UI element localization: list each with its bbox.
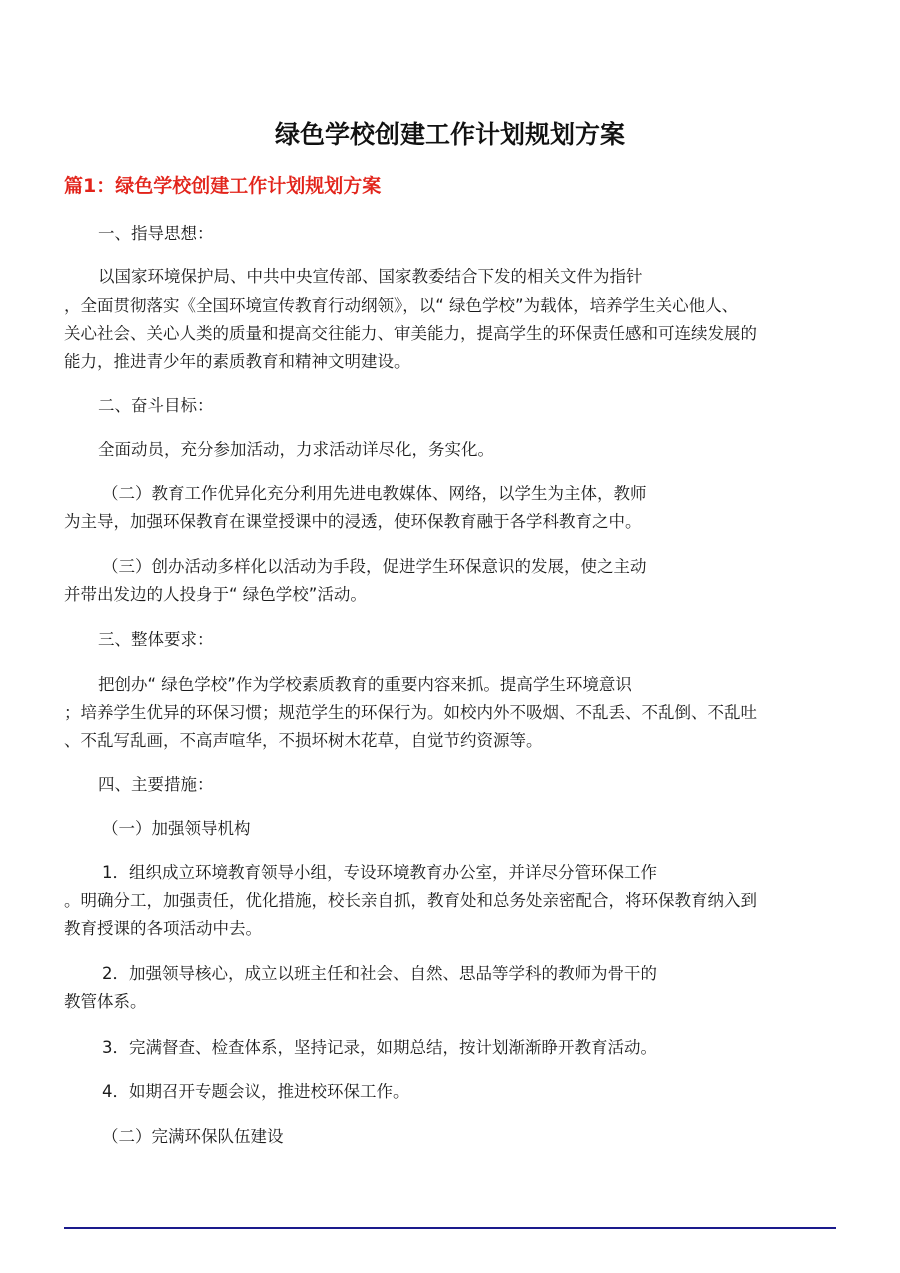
paragraph-line: 、不乱写乱画，不高声喧华，不损坏树木花草，自觉节约资源等。 <box>64 731 543 750</box>
paragraph-line: 把创办“ 绿色学校”作为学校素质教育的重要内容来抓。提高学生环境意识 <box>98 675 632 694</box>
paragraph-line: 为主导，加强环保教育在课堂授课中的浸透，使环保教育融于各学科教育之中。 <box>64 512 642 531</box>
paragraph-line: ，全面贯彻落实《全国环境宣传教育行动纲领》，以“ 绿色学校”为载体，培养学生关心他人、 <box>64 296 739 315</box>
paragraph-line: 全面动员，充分参加活动，力求活动详尽化，务实化。 <box>98 440 494 459</box>
paragraph-line: （二）教育工作优异化充分利用先进电教媒体、网络，以学生为主体，教师 <box>102 484 647 503</box>
paragraph-line: 关心社会、关心人类的质量和提高交往能力、审美能力，提高学生的环保责任感和可连续发展的 <box>64 324 757 343</box>
paragraph-line: 以国家环境保护局、中共中央宣传部、国家教委结合下发的相关文件为指针 <box>98 267 643 286</box>
heading-requirements: 三、整体要求： <box>98 630 214 649</box>
footer-rule <box>64 1227 836 1229</box>
paragraph-line: 3．完满督查、检查体系，坚持记录，如期总结，按计划渐渐睁开教育活动。 <box>102 1038 657 1057</box>
paragraph-line: 1．组织成立环境教育领导小组，专设环境教育办公室，并详尽分管环保工作 <box>102 863 657 882</box>
paragraph-line: 2．加强领导核心，成立以班主任和社会、自然、思品等学科的教师为骨干的 <box>102 964 657 983</box>
subheading-team-building: （二）完满环保队伍建设 <box>102 1127 284 1146</box>
paragraph-line: ；培养学生优异的环保习惯；规范学生的环保行为。如校内外不吸烟、不乱丢、不乱倒、不乱吐 <box>64 703 757 722</box>
paragraph-line: 并带出发边的人投身于“ 绿色学校”活动。 <box>64 585 367 604</box>
paragraph-line: 4．如期召开专题会议，推进校环保工作。 <box>102 1082 410 1101</box>
paragraph-line: 。明确分工，加强责任，优化措施，校长亲自抓，教育处和总务处亲密配合，将环保教育纳入到 <box>64 891 757 910</box>
subheading-leadership: （一）加强领导机构 <box>102 819 251 838</box>
heading-measures: 四、主要措施： <box>98 775 214 794</box>
document-title: 绿色学校创建工作计划规划方案 <box>274 120 625 149</box>
heading-goals: 二、奋斗目标： <box>98 396 214 415</box>
paragraph-line: （三）创办活动多样化以活动为手段，促进学生环保意识的发展，使之主动 <box>102 557 647 576</box>
heading-guiding-ideology: 一、指导思想： <box>98 224 214 243</box>
paragraph-line: 教管体系。 <box>64 992 147 1011</box>
section-heading: 篇1：绿色学校创建工作计划规划方案 <box>64 175 382 197</box>
paragraph-line: 能力，推进青少年的素质教育和精神文明建设。 <box>64 352 411 371</box>
paragraph-line: 教育授课的各项活动中去。 <box>64 919 262 938</box>
